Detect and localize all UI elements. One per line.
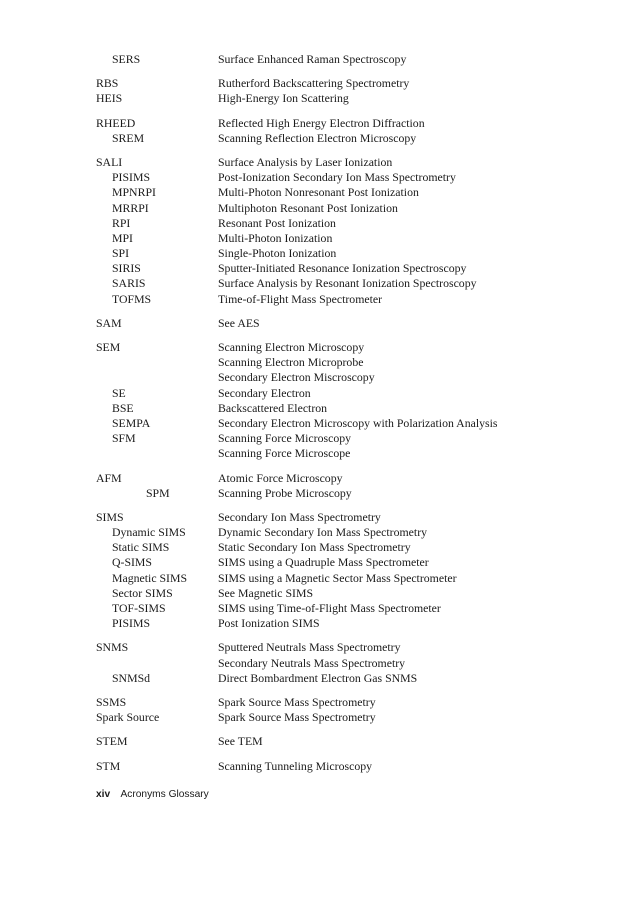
acronym: SPM xyxy=(146,485,170,500)
glossary-group xyxy=(96,695,616,725)
acronym: Static SIMS xyxy=(112,540,170,555)
definition: SIMS using Time-of-Flight Mass Spectrometer xyxy=(218,601,441,615)
acronym: SNMS xyxy=(96,640,129,655)
acronym: Magnetic SIMS xyxy=(112,570,188,585)
definition: Multiphoton Resonant Post Ionization xyxy=(218,200,398,215)
acronym: Q-SIMS xyxy=(112,555,152,570)
acronym: SEMPA xyxy=(112,415,151,430)
definition: Multi-Photon Ionization xyxy=(218,230,333,245)
glossary-group xyxy=(96,116,616,146)
definition: See TEM xyxy=(218,734,263,749)
glossary-entry xyxy=(96,370,616,385)
acronym: SIMS xyxy=(96,509,124,524)
glossary-entry xyxy=(96,216,616,231)
glossary-group xyxy=(96,155,616,307)
definition: Scanning Force Microscope xyxy=(218,446,351,461)
definition: Scanning Electron Microprobe xyxy=(218,355,364,370)
definition: SIMS using a Quadruple Mass Spectrometer xyxy=(218,555,429,570)
definition: Single-Photon Ionization xyxy=(218,246,337,261)
definition: Backscattered Electron xyxy=(218,400,328,415)
acronym: SAM xyxy=(96,315,122,330)
glossary-entry xyxy=(96,540,616,555)
glossary-entry xyxy=(96,170,616,185)
definition: Secondary Electron Microscopy with Polarization Analysis xyxy=(218,415,498,430)
definition: Surface Analysis by Resonant Ionization Spectroscopy xyxy=(218,276,477,291)
glossary-entry xyxy=(96,571,616,586)
glossary-group xyxy=(96,76,616,106)
definition: Sputtered Neutrals Mass Spectrometry xyxy=(218,640,401,655)
glossary-entry xyxy=(96,710,616,725)
glossary-entry xyxy=(96,231,616,246)
glossary-entry xyxy=(96,695,616,710)
glossary-entry xyxy=(96,671,616,686)
glossary-entry xyxy=(96,601,616,616)
glossary-entry xyxy=(96,486,616,501)
definition: Scanning Electron Microscopy xyxy=(218,340,365,354)
acronym: RPI xyxy=(112,215,131,230)
glossary-group xyxy=(96,640,616,686)
definition: Surface Enhanced Raman Spectroscopy xyxy=(218,52,407,66)
acronym: MPI xyxy=(112,230,133,245)
definition: Atomic Force Microscopy xyxy=(218,470,343,485)
definition: Resonant Post Ionization xyxy=(218,215,336,230)
acronym: Spark Source xyxy=(96,710,160,725)
glossary-entry xyxy=(96,386,616,401)
definition: Multi-Photon Nonresonant Post Ionization xyxy=(218,185,419,200)
page-number: xiv xyxy=(96,789,111,800)
definition: Secondary Electron Miscroscopy xyxy=(218,370,375,385)
definition: Dynamic Secondary Ion Mass Spectrometry xyxy=(218,525,428,540)
acronym: STM xyxy=(96,758,121,773)
acronym: SREM xyxy=(112,130,145,145)
glossary-entry xyxy=(96,116,616,131)
glossary-entry xyxy=(96,401,616,416)
glossary-entry xyxy=(96,76,616,91)
glossary-entry xyxy=(96,292,616,307)
acronym: STEM xyxy=(96,734,128,749)
definition: High-Energy Ion Scattering xyxy=(218,91,349,106)
acronym: SPI xyxy=(112,246,130,261)
acronym: TOF-SIMS xyxy=(112,601,166,615)
definition: Scanning Probe Microscopy xyxy=(218,485,352,500)
acronym: MRRPI xyxy=(112,200,149,215)
glossary-group xyxy=(96,510,616,632)
acronym: RBS xyxy=(96,76,119,91)
acronym: SARIS xyxy=(112,276,146,291)
definition: Spark Source Mass Spectrometry xyxy=(218,710,376,725)
acronym: Dynamic SIMS xyxy=(112,525,186,540)
acronym: SFM xyxy=(112,431,136,446)
glossary-group xyxy=(96,759,616,774)
acronym: SSMS xyxy=(96,694,127,709)
definition: SIMS using a Magnetic Sector Mass Spectrometer xyxy=(218,570,457,585)
definition: Sputter-Initiated Resonance Ionization Spectroscopy xyxy=(218,261,467,276)
acronym: SE xyxy=(112,385,126,400)
acronym: SNMSd xyxy=(112,670,151,685)
definition: Scanning Force Microscopy xyxy=(218,431,352,446)
glossary-group xyxy=(96,316,616,331)
definition: Post-Ionization Secondary Ion Mass Spectrometry xyxy=(218,170,456,185)
glossary-entry xyxy=(96,316,616,331)
glossary-entry xyxy=(96,525,616,540)
glossary-entry xyxy=(96,91,616,106)
glossary-entry xyxy=(96,355,616,370)
definition: Static Secondary Ion Mass Spectrometry xyxy=(218,540,411,555)
glossary-entry xyxy=(96,555,616,570)
acronym: SERS xyxy=(112,52,141,66)
acronym-glossary xyxy=(96,52,616,783)
glossary-entry xyxy=(96,201,616,216)
glossary-entry xyxy=(96,52,616,67)
glossary-group xyxy=(96,734,616,749)
acronym: TOFMS xyxy=(112,291,152,306)
glossary-entry xyxy=(96,656,616,671)
glossary-entry xyxy=(96,446,616,461)
running-title: Acronyms Glossary xyxy=(120,789,209,800)
definition: Surface Analysis by Laser Ionization xyxy=(218,154,393,169)
glossary-entry xyxy=(96,510,616,525)
glossary-entry xyxy=(96,155,616,170)
definition: Secondary Electron xyxy=(218,385,311,400)
acronym: SIRIS xyxy=(112,261,141,276)
acronym: PISIMS xyxy=(112,170,151,185)
definition: Scanning Tunneling Microscopy xyxy=(218,758,373,773)
glossary-entry xyxy=(96,734,616,749)
glossary-group xyxy=(96,471,616,501)
acronym: PISIMS xyxy=(112,616,151,631)
glossary-entry xyxy=(96,131,616,146)
acronym: RHEED xyxy=(96,115,136,130)
acronym: SALI xyxy=(96,154,123,169)
glossary-entry xyxy=(96,185,616,200)
definition: Secondary Ion Mass Spectrometry xyxy=(218,509,381,524)
definition: Rutherford Backscattering Spectrometry xyxy=(218,76,410,91)
acronym: BSE xyxy=(112,400,134,415)
glossary-entry xyxy=(96,431,616,446)
acronym: AFM xyxy=(96,470,122,485)
glossary-entry xyxy=(96,586,616,601)
glossary-entry xyxy=(96,471,616,486)
glossary-entry xyxy=(96,640,616,655)
glossary-entry xyxy=(96,246,616,261)
definition: See Magnetic SIMS xyxy=(218,585,314,600)
acronym: MPNRPI xyxy=(112,185,156,200)
glossary-group xyxy=(96,52,616,67)
glossary-entry xyxy=(96,616,616,631)
page-footer xyxy=(96,789,209,800)
definition: Spark Source Mass Spectrometry xyxy=(218,694,376,709)
glossary-entry xyxy=(96,340,616,355)
acronym: HEIS xyxy=(96,91,123,106)
glossary-entry xyxy=(96,276,616,291)
definition: Reflected High Energy Electron Diffraction xyxy=(218,115,425,130)
definition: Post Ionization SIMS xyxy=(218,616,320,631)
glossary-entry xyxy=(96,759,616,774)
glossary-entry xyxy=(96,416,616,431)
definition: See AES xyxy=(218,315,260,330)
definition: Time-of-Flight Mass Spectrometer xyxy=(218,291,383,306)
acronym: SEM xyxy=(96,340,121,354)
definition: Secondary Neutrals Mass Spectrometry xyxy=(218,655,406,670)
acronym: Sector SIMS xyxy=(112,585,173,600)
definition: Direct Bombardment Electron Gas SNMS xyxy=(218,670,418,685)
glossary-entry xyxy=(96,261,616,276)
definition: Scanning Reflection Electron Microscopy xyxy=(218,130,417,145)
glossary-group xyxy=(96,340,616,462)
